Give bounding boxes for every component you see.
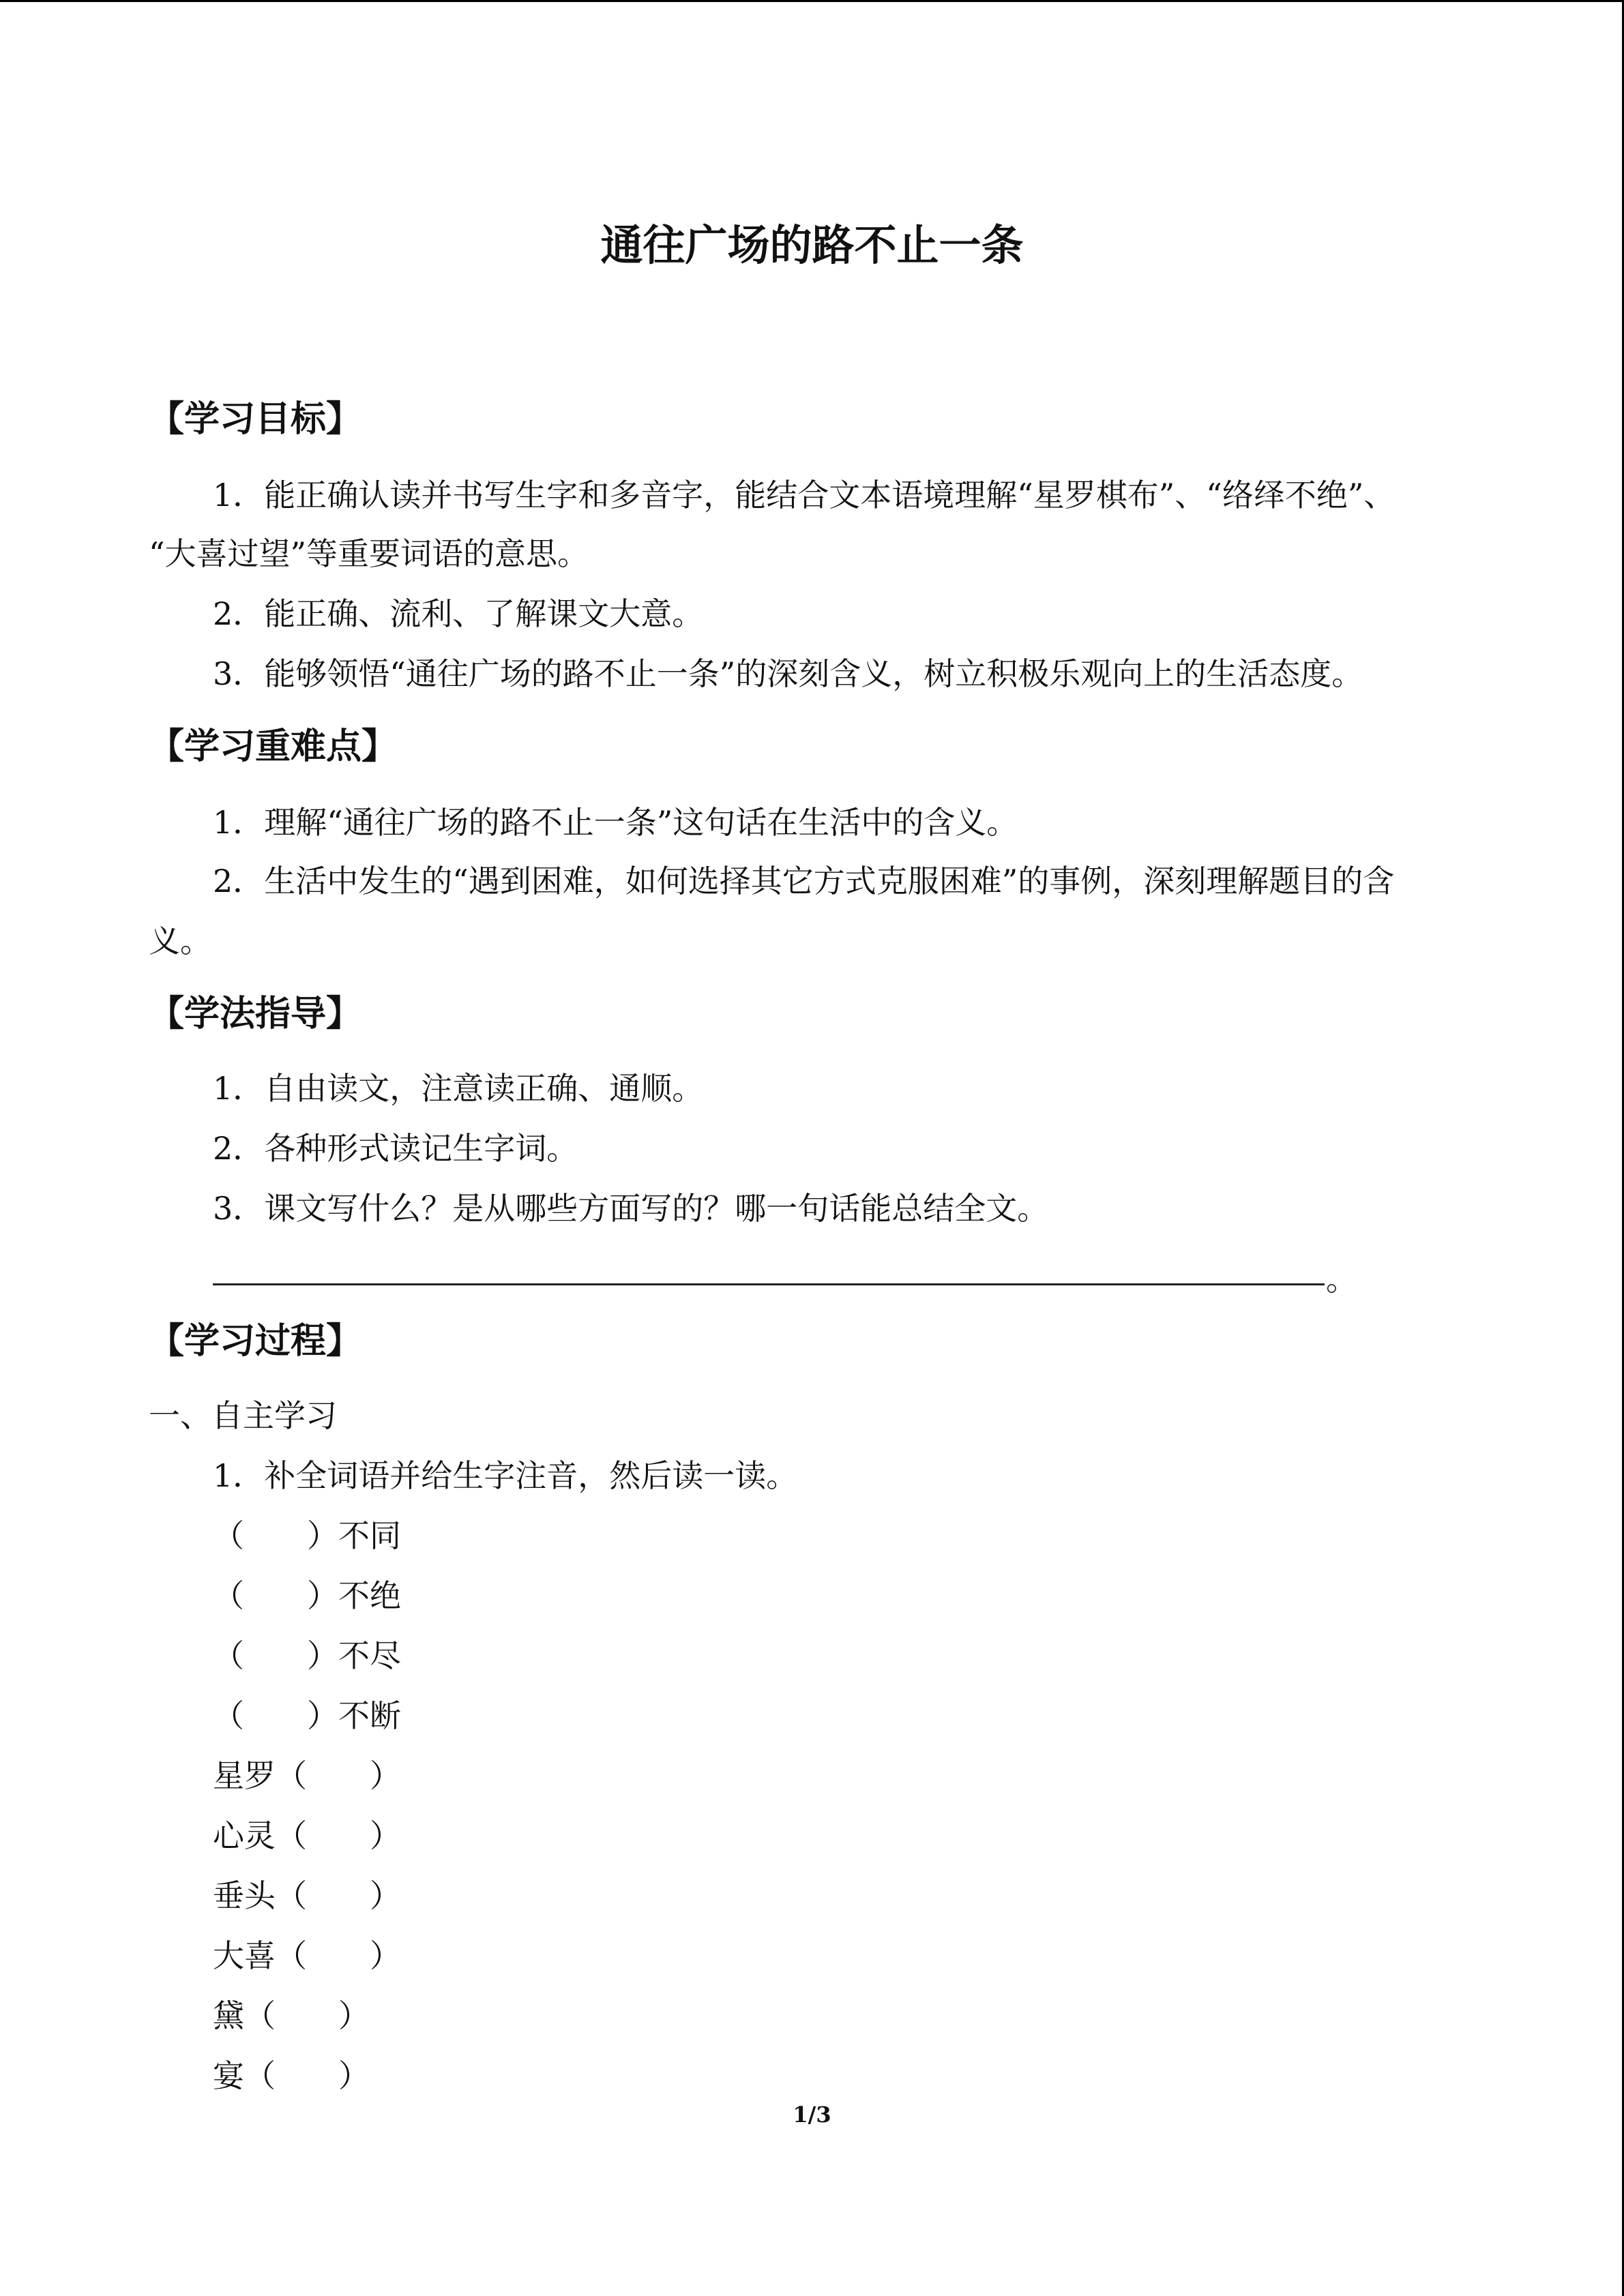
difficulty-line-1: 1．理解“通往广场的路不止一条”这句话在生活中的含义。 <box>213 804 1018 841</box>
word-item-7: 垂头（ ） <box>213 1877 401 1914</box>
method-line-2: 2．各种形式读记生字词。 <box>213 1130 578 1167</box>
answer-blank-line[interactable] <box>213 1283 1325 1285</box>
word-item-8: 大喜（ ） <box>213 1937 401 1974</box>
goal-line-3: 2．能正确、流利、了解课文大意。 <box>213 595 704 632</box>
word-item-10: 宴（ ） <box>213 2057 370 2094</box>
word-item-1: （ ）不同 <box>213 1517 401 1554</box>
word-item-3: （ ）不尽 <box>213 1637 401 1674</box>
heading-process: 【学习过程】 <box>149 1321 362 1362</box>
difficulty-line-3: 义。 <box>149 923 211 959</box>
answer-blank-period: 。 <box>1326 1261 1357 1298</box>
page-number: 1/3 <box>793 2102 831 2128</box>
method-line-3: 3．课文写什么？是从哪些方面写的？哪一句话能总结全文。 <box>213 1190 1049 1227</box>
goal-line-1: 1．能正确认读并书写生字和多音字，能结合文本语境理解“星罗棋布”、“络绎不绝”、 <box>213 477 1396 513</box>
goal-line-4: 3．能够领悟“通往广场的路不止一条”的深刻含义，树立积极乐观向上的生活态度。 <box>213 655 1363 692</box>
word-item-6: 心灵（ ） <box>213 1817 401 1854</box>
word-item-4: （ ）不断 <box>213 1697 401 1734</box>
word-item-2: （ ）不绝 <box>213 1577 401 1614</box>
heading-difficulties: 【学习重难点】 <box>149 726 398 767</box>
word-item-5: 星罗（ ） <box>213 1757 401 1794</box>
word-item-9: 黛（ ） <box>213 1997 370 2034</box>
top-border <box>0 0 1624 2</box>
process-task: 1．补全词语并给生字注音，然后读一读。 <box>213 1457 798 1494</box>
heading-methods: 【学法指导】 <box>149 994 362 1034</box>
page-title: 通往广场的路不止一条 <box>600 220 1024 270</box>
goal-line-2: “大喜过望”等重要词语的意思。 <box>149 535 589 572</box>
heading-goals: 【学习目标】 <box>149 399 362 440</box>
process-subheading: 一、自主学习 <box>149 1397 337 1434</box>
difficulty-line-2: 2．生活中发生的“遇到困难，如何选择其它方式克服困难”的事例，深刻理解题目的含 <box>213 863 1395 899</box>
method-line-1: 1．自由读文，注意读正确、通顺。 <box>213 1070 704 1107</box>
